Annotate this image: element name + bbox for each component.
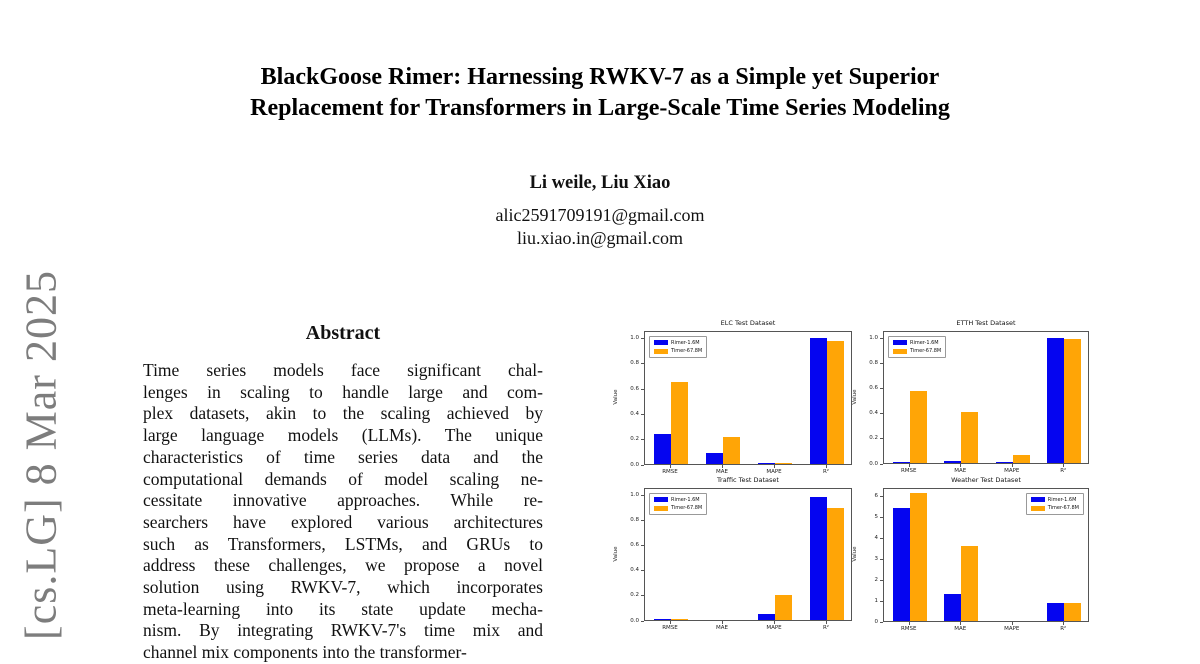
bar: [961, 412, 978, 463]
y-tick-label: 1.0: [869, 335, 878, 342]
legend-entry: [1031, 505, 1079, 511]
y-tick-label: 0.4: [630, 567, 639, 574]
y-tick-mark: [880, 580, 883, 581]
chart-title: Weather Test Dataset: [951, 476, 1021, 484]
y-tick-mark: [641, 338, 644, 339]
author-email-2: liu.xiao.in@gmail.com: [516, 228, 684, 248]
chart-plot-area: [883, 331, 1089, 464]
paper-title-line2: Replacement for Transformers in Large-Scale Time Series Modeling: [250, 95, 950, 121]
y-tick-mark: [880, 559, 883, 560]
y-tick-mark: [880, 517, 883, 518]
bar: [654, 619, 671, 620]
bar: [723, 437, 740, 464]
y-tick-label: 4: [874, 534, 878, 541]
abstract-line: large language models (LLMs). The unique: [143, 425, 543, 446]
bar: [893, 508, 910, 621]
bar: [1064, 339, 1081, 463]
y-tick-mark: [880, 338, 883, 339]
legend-label: Timer-67.8M: [671, 348, 703, 354]
x-tick-label: MAPE: [766, 469, 782, 475]
chart-plot-area: [644, 488, 852, 621]
bar: [810, 338, 827, 464]
y-tick-label: 0.4: [869, 410, 878, 417]
y-tick-label: 0.6: [630, 385, 639, 392]
x-tick-mark: [722, 465, 723, 468]
y-tick-label: 0.2: [630, 436, 639, 443]
abstract-line: nism. By integrating RWKV-7's time mix and: [143, 620, 543, 641]
y-tick-mark: [641, 465, 644, 466]
y-tick-label: 0.2: [869, 435, 878, 442]
y-tick-mark: [641, 495, 644, 496]
abstract-line: computational demands of model scaling ne-: [143, 468, 543, 489]
y-tick-mark: [880, 363, 883, 364]
y-tick-label: 0.6: [630, 542, 639, 549]
legend-swatch: [1031, 497, 1045, 502]
x-tick-label: MAPE: [1004, 468, 1020, 474]
x-tick-mark: [826, 465, 827, 468]
y-tick-label: 0.6: [869, 385, 878, 392]
x-tick-label: R²: [822, 625, 830, 631]
y-tick-mark: [880, 601, 883, 602]
chart-legend: [649, 493, 707, 515]
paper-title-line1: BlackGoose Rimer: Harnessing RWKV-7 as a Simple yet Superior: [260, 64, 940, 90]
legend-swatch: [654, 340, 668, 345]
x-tick-label: R²: [822, 469, 830, 475]
y-tick-mark: [641, 595, 644, 596]
bar: [671, 619, 688, 620]
abstract-line: characteristics of time series data and the: [143, 446, 543, 467]
x-tick-mark: [1012, 464, 1013, 467]
x-tick-mark: [774, 621, 775, 624]
y-tick-mark: [641, 439, 644, 440]
x-tick-label: RMSE: [662, 625, 678, 631]
chart-title: ETTH Test Dataset: [956, 319, 1016, 327]
abstract-line: cessitate innovative approaches. While re-: [143, 490, 543, 511]
bar: [671, 382, 688, 464]
legend-label: Rimer-1.6M: [671, 496, 700, 503]
bar: [810, 497, 827, 620]
y-tick-label: 0.4: [630, 410, 639, 417]
chart-y-axis-label: Value: [613, 389, 619, 405]
x-tick-mark: [774, 465, 775, 468]
bar: [827, 508, 844, 620]
x-tick-mark: [909, 622, 910, 625]
y-tick-mark: [641, 414, 644, 415]
legend-label: Rimer-1.6M: [1047, 496, 1077, 503]
bar: [654, 434, 671, 464]
bar: [893, 462, 910, 464]
legend-entry: [654, 497, 702, 503]
x-tick-mark: [1012, 622, 1013, 625]
chart-title: Traffic Test Dataset: [717, 476, 779, 484]
x-tick-mark: [670, 465, 671, 468]
x-tick-label: MAE: [716, 469, 728, 475]
bar: [944, 594, 961, 621]
chart-y-axis-label: Value: [852, 388, 858, 405]
abstract-heading: Abstract: [305, 322, 381, 344]
author-email-1: alic2591709191@gmail.com: [495, 205, 705, 225]
legend-entry: [654, 348, 702, 354]
legend-swatch: [893, 340, 907, 345]
y-tick-mark: [641, 389, 644, 390]
x-tick-mark: [670, 621, 671, 624]
y-tick-mark: [880, 538, 883, 539]
legend-entry: [893, 348, 941, 354]
legend-swatch: [654, 506, 668, 511]
chart-title: ELC Test Dataset: [720, 319, 776, 327]
x-tick-mark: [1063, 464, 1064, 467]
y-tick-label: 0.0: [869, 460, 878, 467]
bar: [910, 391, 927, 463]
bar: [758, 614, 775, 620]
bar: [910, 493, 927, 621]
y-tick-label: 2: [874, 576, 878, 583]
y-tick-mark: [641, 520, 644, 521]
y-tick-label: 0.8: [630, 517, 639, 524]
legend-label: Rimer-1.6M: [671, 339, 700, 346]
y-tick-label: 0.2: [630, 592, 639, 599]
y-tick-mark: [880, 464, 883, 465]
bar: [775, 463, 792, 464]
legend-swatch: [654, 349, 668, 354]
bar: [944, 461, 961, 463]
y-tick-mark: [641, 363, 644, 364]
legend-entry: [1031, 497, 1079, 503]
bar: [758, 463, 775, 464]
x-tick-label: MAE: [716, 625, 728, 631]
legend-swatch: [1031, 506, 1045, 511]
y-tick-label: 1.0: [630, 335, 639, 342]
chart-y-axis-label: Value: [852, 546, 858, 562]
bar: [1013, 455, 1030, 463]
y-tick-label: 0.0: [630, 617, 639, 624]
x-tick-label: R²: [1060, 468, 1067, 474]
bar: [706, 453, 723, 464]
y-tick-mark: [641, 570, 644, 571]
x-tick-mark: [960, 464, 961, 467]
x-tick-mark: [826, 621, 827, 624]
chart-legend: [1026, 493, 1084, 515]
bar: [1047, 603, 1064, 621]
x-tick-label: RMSE: [662, 469, 678, 475]
abstract-line: searchers have explored various architectures: [143, 511, 543, 532]
chart-legend: [649, 336, 707, 358]
bar: [775, 595, 792, 620]
bar: [827, 341, 844, 464]
y-tick-mark: [880, 622, 883, 623]
y-tick-label: 0.0: [630, 461, 639, 468]
bar: [996, 462, 1013, 463]
chart-plot-area: [883, 488, 1089, 622]
legend-entry: [654, 340, 702, 346]
abstract-line: channel mix components into the transformer-: [143, 642, 467, 663]
abstract-line: plex datasets, akin to the scaling achieved by: [143, 403, 543, 424]
x-tick-mark: [909, 464, 910, 467]
y-tick-mark: [880, 438, 883, 439]
chart-y-axis-label: Value: [613, 545, 619, 562]
y-tick-label: 3: [874, 555, 878, 562]
chart-legend: [888, 336, 946, 358]
y-tick-label: 5: [874, 513, 878, 520]
abstract-line: meta-learning into its state update mecha-: [143, 598, 543, 619]
x-tick-label: RMSE: [900, 626, 917, 632]
x-tick-mark: [960, 622, 961, 625]
x-tick-mark: [722, 621, 723, 624]
legend-label: Rimer-1.6M: [910, 339, 939, 346]
legend-label: Timer-67.8M: [910, 348, 942, 354]
legend-label: Timer-67.8M: [1047, 505, 1079, 511]
legend-entry: [893, 340, 941, 346]
y-tick-mark: [641, 545, 644, 546]
abstract-line: address these challenges, we propose a novel: [143, 555, 543, 576]
y-tick-label: 0.8: [630, 360, 639, 367]
x-tick-label: MAPE: [1004, 626, 1020, 632]
y-tick-label: 0.8: [869, 360, 878, 367]
x-tick-label: MAE: [954, 626, 967, 632]
x-tick-mark: [1063, 622, 1064, 625]
bar: [1047, 338, 1064, 463]
y-tick-label: 6: [874, 492, 878, 499]
y-tick-mark: [880, 496, 883, 497]
bar: [961, 546, 978, 621]
arxiv-stamp: [cs.LG] 8 Mar 2025: [16, 270, 66, 640]
legend-swatch: [893, 349, 907, 354]
y-tick-label: 1: [874, 597, 878, 604]
legend-label: Timer-67.8M: [671, 505, 703, 511]
abstract-line: such as Transformers, LSTMs, and GRUs to: [143, 533, 543, 554]
y-tick-mark: [880, 413, 883, 414]
authors: Li weile, Liu Xiao: [529, 173, 671, 193]
abstract-line: solution using RWKV-7, which incorporates: [143, 577, 543, 598]
y-tick-mark: [880, 388, 883, 389]
abstract-line: Time series models face significant chal-: [143, 360, 543, 380]
x-tick-label: RMSE: [900, 468, 917, 474]
x-tick-label: MAPE: [766, 625, 782, 631]
legend-entry: [654, 505, 702, 511]
y-tick-label: 0: [874, 618, 878, 625]
abstract-line: lenges in scaling to handle large and com-: [143, 381, 543, 402]
bar: [1064, 603, 1081, 621]
y-tick-mark: [641, 621, 644, 622]
y-tick-label: 1.0: [630, 492, 639, 499]
chart-plot-area: [644, 331, 852, 465]
x-tick-label: MAE: [954, 468, 967, 474]
x-tick-label: R²: [1060, 626, 1067, 632]
legend-swatch: [654, 497, 668, 502]
